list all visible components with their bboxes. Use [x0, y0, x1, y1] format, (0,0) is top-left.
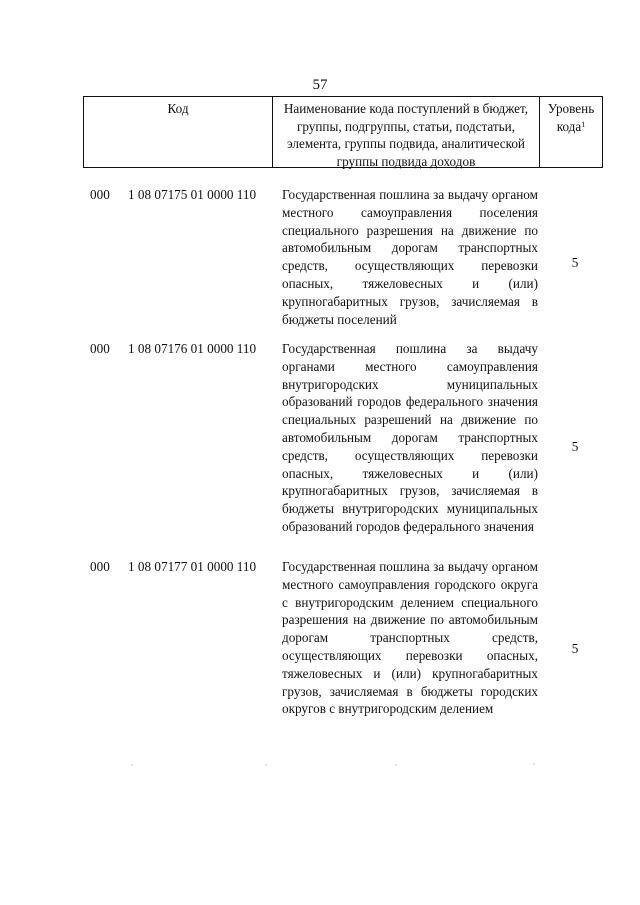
header-level-label: Уровень кода: [547, 101, 595, 134]
header-name-cell: [272, 97, 540, 167]
page-number: 57: [312, 77, 328, 93]
row-prefix: 000: [90, 187, 110, 202]
row-level: 5: [571, 641, 579, 656]
row-description: Государственная пошлина за выдачу органами местного самоуправления внутригородских муниципальных образований городов федерального значения специальных разрешений на движение по автомобильным дорогам транспортных средств, осуществляющих перевозки опасных, тяжеловесных и (или) крупногабаритных грузов, зачисляемая в бюджеты внутригородских муниципальных образований городов федерального значения: [282, 341, 538, 534]
header-code-label: Код: [167, 101, 189, 116]
header-level-footnote: 1: [581, 119, 586, 129]
row-prefix: 000: [90, 341, 110, 356]
scan-specks: [118, 762, 538, 768]
header-code-cell: [84, 97, 272, 167]
row-description: Государственная пошлина за выдачу органом местного самоуправления городского округа с внутригородским делением специального разрешения на движение по автомобильным дорогам транспортных средств, осуществляющих перевозки опасных, тяжеловесных и (или) крупногабаритных грузов, зачисляемая в бюджеты городских округов с внутригородским делением: [282, 559, 538, 717]
table-header: [83, 96, 603, 168]
header-name-label: Наименование кода поступлений в бюджет, группы, подгруппы, статьи, подстатьи, элемента, группы подвида, аналитической группы подвида доходов: [283, 101, 529, 169]
row-code: 1 08 07176 01 0000 110: [128, 341, 257, 356]
row-level: 5: [571, 255, 579, 270]
header-level-cell: [540, 97, 602, 167]
row-code: 1 08 07175 01 0000 110: [128, 187, 257, 202]
row-level: 5: [571, 439, 579, 454]
row-prefix: 000: [90, 559, 110, 574]
row-description: Государственная пошлина за выдачу органом местного самоуправления поселения специального разрешения на движение по автомобильным дорогам транспортных средств, осуществляющих перевозки опасных, тяжеловесных и (или) крупногабаритных грузов, зачисляемая в бюджеты поселений: [282, 187, 538, 327]
row-code: 1 08 07177 01 0000 110: [128, 559, 257, 574]
